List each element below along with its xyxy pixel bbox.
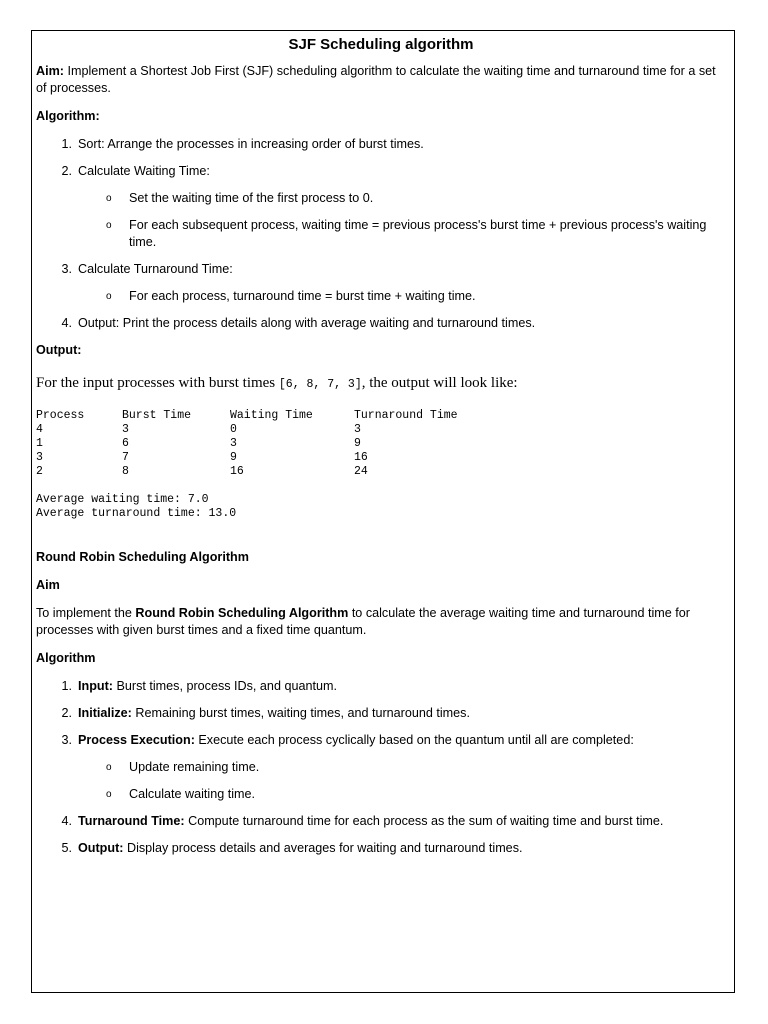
sub-list: [78, 759, 726, 803]
step-number: 3.: [61, 262, 72, 276]
avg-turnaround-line: Average turnaround time: 13.0: [36, 507, 237, 520]
output-intro-text-end: , the output will look like:: [361, 375, 518, 391]
rr-steps: [36, 678, 726, 857]
table-cell: 1: [36, 437, 43, 450]
table-header: Waiting Time: [230, 409, 313, 422]
table-cell: 9: [354, 437, 361, 450]
output-intro-text: For the input processes with burst times: [36, 375, 276, 391]
sub-list-item: [78, 190, 726, 207]
rr-algorithm-label: Algorithm: [36, 651, 96, 665]
table-header: Process: [36, 409, 85, 422]
step-text: Sort: Arrange the processes in increasing order of burst times.: [78, 137, 424, 151]
table-row: [36, 451, 458, 465]
output-intro-code: [6, 8, 7, 3]: [278, 378, 362, 391]
table-header-row: [36, 409, 458, 423]
output-label: Output:: [36, 343, 82, 357]
step-number: 4.: [61, 316, 72, 330]
list-item: [36, 678, 726, 695]
bullet-icon: o: [106, 291, 112, 302]
step-number: 1.: [61, 137, 72, 151]
table-cell: 3: [230, 437, 237, 450]
sjf-aim: [36, 63, 726, 97]
list-item: [36, 315, 726, 332]
sub-list-item: [78, 759, 726, 776]
list-item: [36, 840, 726, 857]
averages: [36, 493, 726, 521]
table-cell: 6: [122, 437, 129, 450]
bullet-icon: o: [106, 220, 112, 231]
table-cell: 4: [36, 423, 43, 436]
rr-aim-text: To implement the: [36, 606, 132, 620]
rr-heading: Round Robin Scheduling Algorithm: [36, 550, 249, 564]
step-number: 3.: [61, 733, 72, 747]
step-text: Compute turnaround time for each process as the sum of waiting time and burst time.: [188, 814, 664, 828]
rr-aim-label: Aim: [36, 578, 60, 592]
table-row: [36, 437, 458, 451]
table-cell: 7: [122, 451, 129, 464]
sub-item-text: Set the waiting time of the first process to 0.: [129, 191, 374, 205]
step-bold: Process Execution:: [78, 733, 195, 747]
page-title: SJF Scheduling algorithm: [288, 36, 474, 53]
document-body: [36, 36, 726, 867]
sub-item-text: Update remaining time.: [129, 760, 260, 774]
bullet-icon: o: [106, 193, 112, 204]
sub-item-text: For each subsequent process, waiting time = previous process's burst time + previous process's waiting time.: [129, 218, 707, 249]
step-text: Output: Print the process details along with average waiting and turnaround times.: [78, 316, 536, 330]
step-bold: Turnaround Time:: [78, 814, 185, 828]
step-text: Remaining burst times, waiting times, and turnaround times.: [135, 706, 470, 720]
table-cell: 3: [122, 423, 129, 436]
table-cell: 2: [36, 465, 43, 478]
aim-text: Implement a Shortest Job First (SJF) scheduling algorithm to calculate the waiting time and turnaround time for a set of processes.: [36, 64, 716, 95]
rr-aim-bold: Round Robin Scheduling Algorithm: [135, 606, 349, 620]
list-item: [36, 136, 726, 153]
list-item: [36, 732, 726, 803]
step-bold: Input:: [78, 679, 113, 693]
step-text: Burst times, process IDs, and quantum.: [116, 679, 337, 693]
output-intro: [36, 375, 726, 393]
table-cell: 8: [122, 465, 129, 478]
sub-item-text: Calculate waiting time.: [129, 787, 255, 801]
sub-list-item: [78, 217, 726, 251]
sub-list: [78, 288, 726, 305]
step-number: 2.: [61, 706, 72, 720]
bullet-icon: o: [106, 762, 112, 773]
table-row: [36, 423, 458, 437]
step-bold: Output:: [78, 841, 124, 855]
rr-aim-text-end: to calculate the average waiting time and turnaround time for processes with given burst times and a fixed time quantum.: [36, 606, 690, 637]
step-number: 4.: [61, 814, 72, 828]
sub-list: [78, 190, 726, 251]
aim-label: Aim:: [36, 64, 64, 78]
table-cell: 0: [230, 423, 237, 436]
step-number: 1.: [61, 679, 72, 693]
table-header: Burst Time: [122, 409, 192, 422]
step-text: Calculate Waiting Time:: [78, 164, 210, 178]
list-item: [36, 813, 726, 830]
table-cell: 16: [354, 451, 368, 464]
table-header: Turnaround Time: [354, 409, 458, 422]
sub-item-text: For each process, turnaround time = burst time + waiting time.: [129, 289, 476, 303]
bullet-icon: o: [106, 789, 112, 800]
step-text: Display process details and averages for waiting and turnaround times.: [126, 841, 523, 855]
list-item: [36, 705, 726, 722]
step-number: 5.: [61, 841, 72, 855]
rr-aim: [36, 605, 726, 639]
process-table: [36, 409, 458, 479]
step-text: Calculate Turnaround Time:: [78, 262, 233, 276]
table-cell: 24: [354, 465, 368, 478]
sub-list-item: [78, 288, 726, 305]
table-row: [36, 465, 458, 479]
table-cell: 3: [354, 423, 361, 436]
step-number: 2.: [61, 164, 72, 178]
list-item: [36, 261, 726, 305]
table-cell: 3: [36, 451, 43, 464]
step-text: Execute each process cyclically based on the quantum until all are completed:: [198, 733, 634, 747]
step-bold: Initialize:: [78, 706, 132, 720]
avg-waiting-line: Average waiting time: 7.0: [36, 493, 209, 506]
algorithm-label: Algorithm:: [36, 109, 100, 123]
sub-list-item: [78, 786, 726, 803]
list-item: [36, 163, 726, 251]
table-cell: 9: [230, 451, 237, 464]
table-cell: 16: [230, 465, 244, 478]
sjf-steps: [36, 136, 726, 332]
